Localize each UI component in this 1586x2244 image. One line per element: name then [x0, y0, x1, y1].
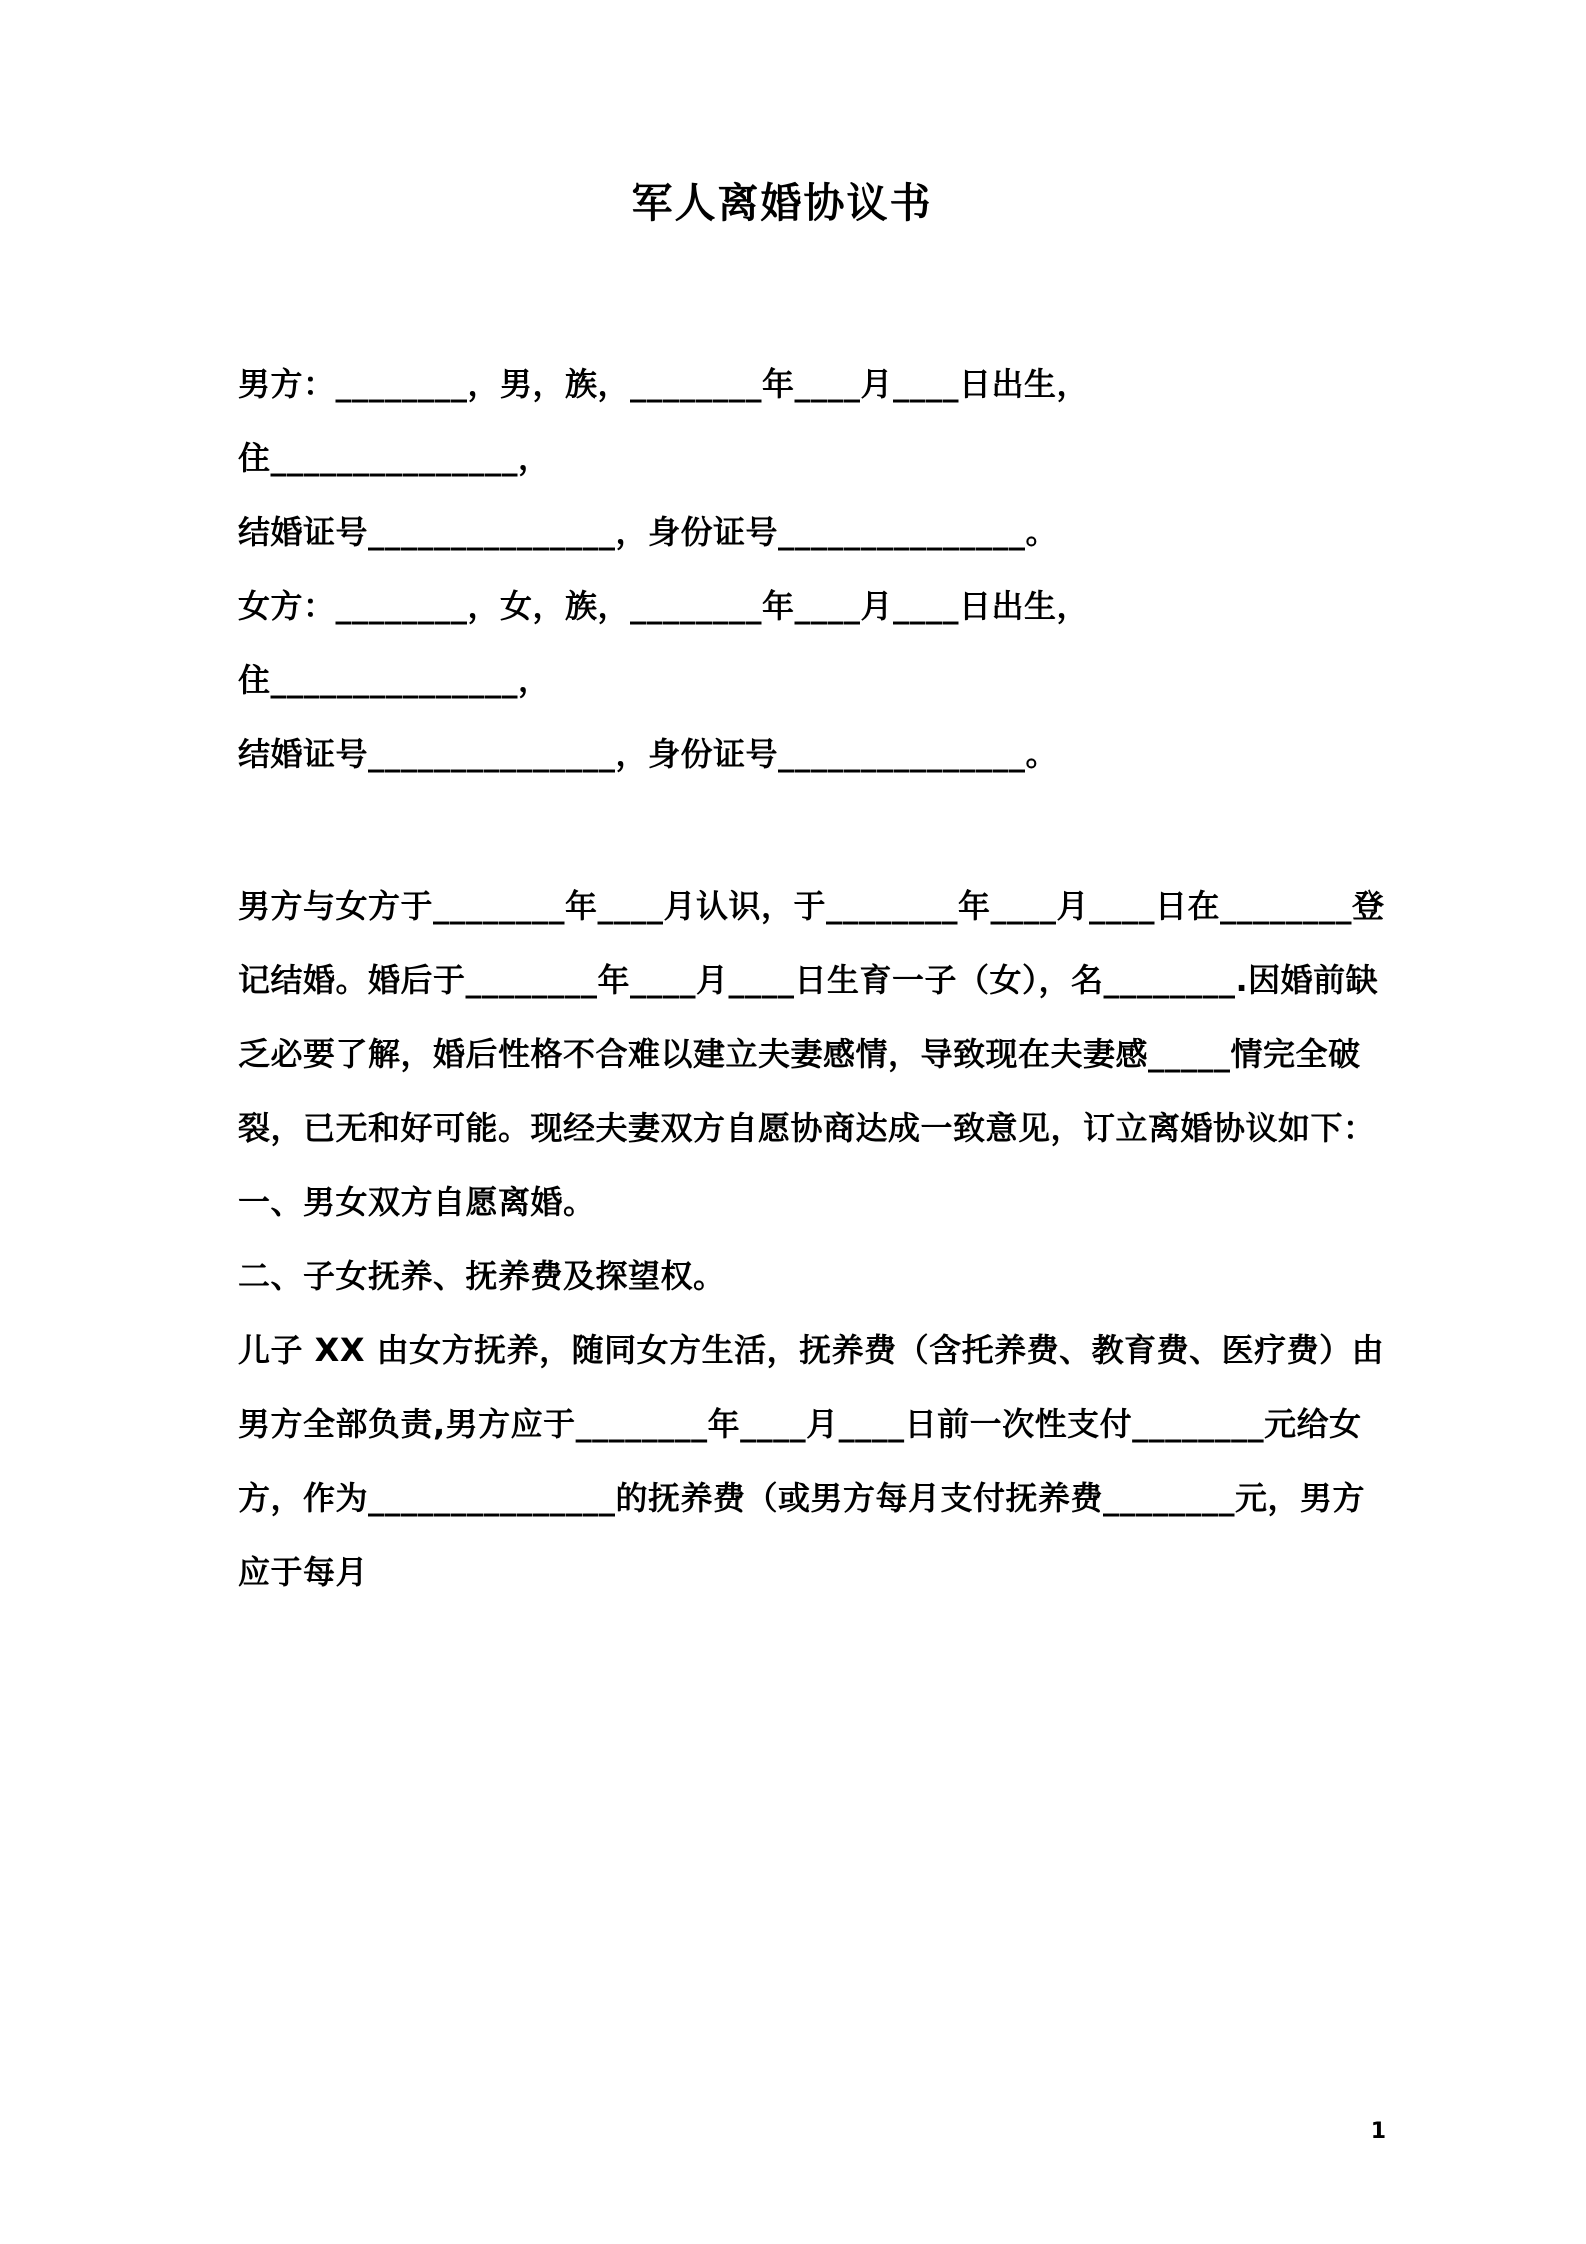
body-paragraph-clause-one: 一、男女双方自愿离婚。 — [238, 1183, 596, 1221]
page-number: 1 — [1370, 2119, 1386, 2144]
title-spacer — [238, 229, 1386, 347]
party-line-male-address: 住_______________， — [238, 439, 551, 477]
body-paragraph-child-support: 儿子 XX 由女方抚养，随同女方生活，抚养费（含托养费、教育费、医疗费）由男方全部负责,男方应于________年____月____日前一次性支付________元给女方，作为_______________的抚养费（或男方每月支付抚养费________元，男方应于每月 — [238, 1331, 1385, 1591]
party-line-male-certificates: 结婚证号_______________，身份证号_______________。 — [238, 513, 1059, 551]
party-line-female-certificates: 结婚证号_______________，身份证号_______________。 — [238, 735, 1059, 773]
section-spacer — [238, 791, 1386, 869]
party-line-female-info: 女方：________，女，族，________年____月____日出生， — [238, 587, 1090, 625]
party-line-female-address: 住_______________， — [238, 661, 551, 699]
party-line-male-info: 男方：________，男，族，________年____月____日出生， — [238, 365, 1090, 403]
body-paragraph-background: 男方与女方于________年____月认识，于________年____月____日在________登记结婚。婚后于________年____月____日生育一子（女），名________.因婚前缺乏必要了解，婚后性格不合难以建立夫妻感情，导致现在夫妻感_____情完全破裂，已无和好可能。现经夫妻双方自愿协商达成一致意见，订立离婚协议如下： — [238, 887, 1385, 1147]
body-paragraph-clause-two: 二、子女抚养、抚养费及探望权。 — [238, 1257, 726, 1295]
page-title: 军人离婚协议书 — [631, 179, 933, 227]
